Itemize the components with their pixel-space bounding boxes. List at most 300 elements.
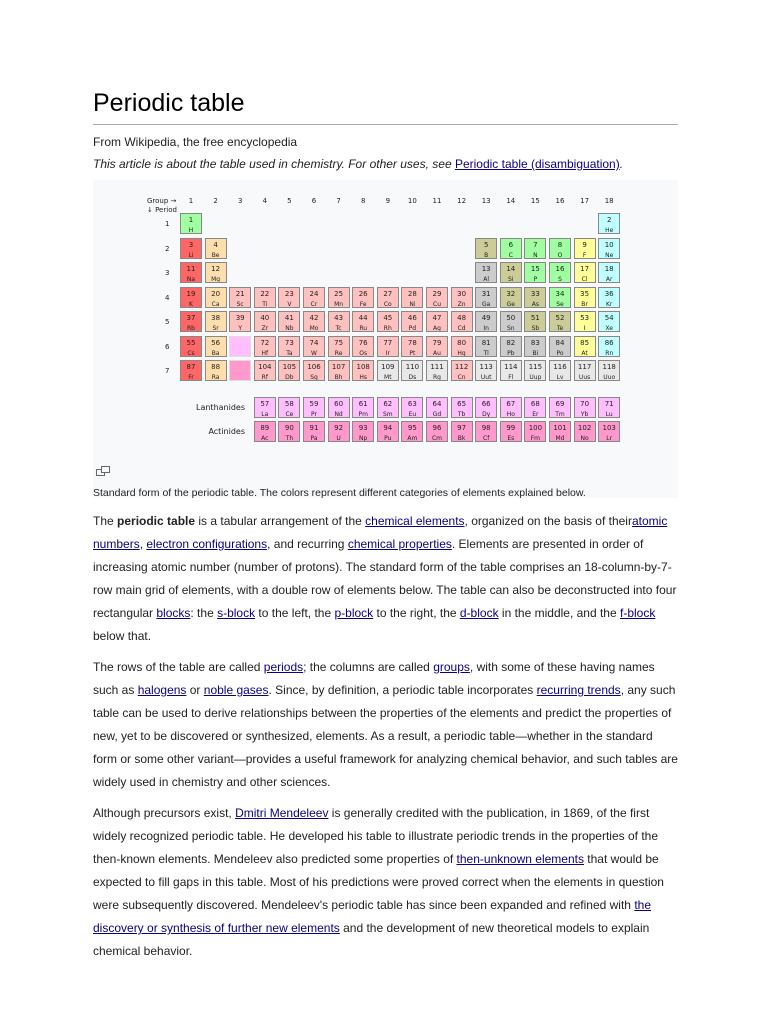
atomic-number: 4 <box>213 240 218 249</box>
element-cell-na[interactable] <box>180 262 202 283</box>
element-symbol: Uuo <box>603 374 616 381</box>
paragraph-text: and the development of new theoretical models to explain chemical behavior. <box>93 921 650 958</box>
atomic-number: 106 <box>307 363 321 371</box>
element-cell-lu[interactable] <box>598 397 620 418</box>
wiki-link[interactable]: then-unknown elements <box>456 852 584 866</box>
atomic-number: 67 <box>506 400 516 408</box>
element-cell-th[interactable] <box>278 421 300 442</box>
element-cell-uut[interactable] <box>475 360 497 381</box>
atomic-number: 23 <box>284 289 294 298</box>
atomic-number: 25 <box>334 289 344 298</box>
element-symbol: Ra <box>211 374 220 381</box>
wiki-link[interactable]: recurring trends <box>536 683 621 697</box>
atomic-number: 111 <box>430 363 444 371</box>
element-cell-es[interactable] <box>500 421 522 442</box>
element-symbol: U <box>336 435 341 442</box>
element-symbol: Ce <box>285 411 294 418</box>
element-symbol: He <box>605 227 614 234</box>
element-cell-la[interactable] <box>254 397 276 418</box>
atomic-number: 46 <box>407 314 417 322</box>
wiki-link[interactable]: halogens <box>137 683 187 697</box>
element-cell-dy[interactable] <box>475 397 497 418</box>
element-cell-zn[interactable] <box>451 287 473 308</box>
element-cell-fm[interactable] <box>524 421 546 442</box>
element-symbol: K <box>189 300 193 308</box>
element-symbol: Hs <box>359 374 367 381</box>
element-cell-hg[interactable] <box>451 336 473 357</box>
element-symbol: I <box>583 325 586 332</box>
element-cell-kr[interactable] <box>598 287 620 308</box>
atomic-number: 114 <box>504 363 518 371</box>
element-cell-ir[interactable] <box>377 336 399 357</box>
element-cell-w[interactable] <box>303 336 325 357</box>
element-placeholder-cell[interactable] <box>229 360 251 381</box>
atomic-number: 68 <box>530 400 540 408</box>
element-cell-fr[interactable] <box>180 360 202 381</box>
wiki-link[interactable]: atomic numbers <box>93 514 668 551</box>
atomic-number: 9 <box>582 240 587 249</box>
element-symbol: Rg <box>433 374 441 381</box>
element-symbol: Cm <box>431 435 443 442</box>
element-symbol: La <box>261 411 269 418</box>
element-symbol: Po <box>556 349 564 357</box>
paragraph-text: or <box>186 683 204 697</box>
element-cell-sc[interactable] <box>229 287 251 308</box>
element-cell-ho[interactable] <box>500 397 522 418</box>
element-cell-hf[interactable] <box>254 336 276 357</box>
group-number: 5 <box>287 197 292 205</box>
element-cell-li[interactable] <box>180 238 202 259</box>
element-symbol: Sm <box>382 411 393 418</box>
atomic-number: 17 <box>580 265 590 273</box>
period-number: 2 <box>165 244 170 253</box>
element-symbol: Cd <box>457 325 466 332</box>
wiki-link[interactable]: p-block <box>334 606 374 620</box>
element-symbol: Fm <box>530 435 541 442</box>
element-symbol: Sn <box>506 325 515 332</box>
element-cell-co[interactable] <box>377 287 399 308</box>
atomic-number: 1 <box>188 216 194 224</box>
element-cell-yb[interactable] <box>574 397 596 418</box>
group-number: 7 <box>336 197 341 205</box>
atomic-number: 81 <box>481 338 491 347</box>
element-symbol: Ne <box>605 251 614 259</box>
element-cell-ar[interactable] <box>598 262 620 283</box>
enlarge-icon[interactable] <box>96 466 110 476</box>
element-symbol: Tc <box>335 325 342 332</box>
atomic-number: 2 <box>606 216 612 224</box>
wiki-link[interactable]: Dmitri Mendeleev <box>235 806 329 820</box>
element-cell-eu[interactable] <box>401 397 423 418</box>
element-cell-pm[interactable] <box>352 397 374 418</box>
element-symbol: Lv <box>556 374 564 381</box>
element-symbol: Br <box>581 300 588 308</box>
atomic-number: 5 <box>483 240 489 249</box>
element-cell-ra[interactable] <box>205 360 227 381</box>
atomic-number: 76 <box>358 338 368 347</box>
element-symbol: Pm <box>358 411 368 418</box>
element-cell-cf[interactable] <box>475 421 497 442</box>
element-cell-sm[interactable] <box>377 397 399 418</box>
element-cell-ru[interactable] <box>352 311 374 332</box>
element-symbol: Ru <box>359 325 368 332</box>
element-symbol: Kr <box>605 300 613 308</box>
element-cell-mn[interactable] <box>328 287 350 308</box>
element-cell-ta[interactable] <box>278 336 300 357</box>
element-cell-ga[interactable] <box>475 287 497 308</box>
element-cell-f[interactable] <box>574 238 596 259</box>
atomic-number: 53 <box>580 314 590 322</box>
atomic-number: 33 <box>530 289 540 298</box>
element-symbol: Si <box>508 276 514 283</box>
element-symbol: Nd <box>334 411 343 418</box>
atomic-number: 27 <box>383 289 393 298</box>
wiki-link[interactable]: f-block <box>620 606 656 620</box>
element-symbol: Cs <box>187 349 195 357</box>
element-cell-cn[interactable] <box>451 360 473 381</box>
atomic-number: 96 <box>432 424 442 432</box>
element-cell-p[interactable] <box>524 262 546 283</box>
element-cell-cd[interactable] <box>451 311 473 332</box>
element-symbol: Ir <box>385 349 390 357</box>
element-symbol: No <box>580 435 589 442</box>
element-cell-cu[interactable] <box>426 287 448 308</box>
atomic-number: 38 <box>211 314 221 322</box>
element-symbol <box>230 363 250 364</box>
element-cell-c[interactable] <box>500 238 522 259</box>
element-symbol: Cr <box>310 300 318 308</box>
element-cell-s[interactable] <box>549 262 571 283</box>
paragraph-text: in the middle, and the <box>498 606 620 620</box>
paragraph-text: ; the columns are called <box>303 660 434 674</box>
element-cell-ni[interactable] <box>401 287 423 308</box>
element-symbol: Lu <box>605 411 613 418</box>
element-symbol: Mn <box>334 300 344 308</box>
element-cell-ds[interactable] <box>401 360 423 381</box>
group-number: 15 <box>530 197 540 205</box>
element-cell-ca[interactable] <box>205 287 227 308</box>
wiki-link[interactable]: noble gases <box>203 683 269 697</box>
atomic-number: 72 <box>260 338 270 347</box>
element-cell-gd[interactable] <box>426 397 448 418</box>
atomic-number: 99 <box>506 424 516 432</box>
element-cell-cs[interactable] <box>180 336 202 357</box>
element-cell-xe[interactable] <box>598 311 620 332</box>
page-subtitle: From Wikipedia, the free encyclopedia <box>93 135 298 149</box>
element-cell-mg[interactable] <box>205 262 227 283</box>
wiki-link[interactable]: s-block <box>217 606 256 620</box>
atomic-number: 12 <box>211 265 221 273</box>
element-cell-nd[interactable] <box>328 397 350 418</box>
atomic-number: 32 <box>506 289 516 298</box>
group-number: 10 <box>407 197 417 205</box>
atomic-number: 93 <box>358 424 368 432</box>
element-cell-hs[interactable] <box>352 360 374 381</box>
element-cell-db[interactable] <box>278 360 300 381</box>
element-cell-ce[interactable] <box>278 397 300 418</box>
element-cell-zr[interactable] <box>254 311 276 332</box>
atomic-number: 69 <box>555 400 565 408</box>
atomic-number: 61 <box>358 400 368 408</box>
group-number: 4 <box>262 197 268 205</box>
element-symbol: Mo <box>309 325 319 332</box>
element-cell-re[interactable] <box>328 336 350 357</box>
element-cell-pt[interactable] <box>401 336 423 357</box>
atomic-number: 90 <box>284 424 294 432</box>
element-symbol: Pa <box>310 435 318 442</box>
element-cell-rh[interactable] <box>377 311 399 332</box>
element-cell-au[interactable] <box>426 336 448 357</box>
hatnote-end: . <box>619 157 624 171</box>
element-cell-uus[interactable] <box>574 360 596 381</box>
element-cell-te[interactable] <box>549 311 571 332</box>
element-cell-br[interactable] <box>574 287 596 308</box>
paragraph <box>93 510 678 648</box>
element-symbol: Fr <box>188 374 194 381</box>
atomic-number: 8 <box>557 240 563 249</box>
element-cell-pr[interactable] <box>303 397 325 418</box>
element-cell-sr[interactable] <box>205 311 227 332</box>
element-cell-v[interactable] <box>278 287 300 308</box>
wiki-link[interactable]: periods <box>263 660 304 674</box>
atomic-number: 70 <box>580 400 590 408</box>
element-symbol: Ti <box>262 300 268 308</box>
element-symbol: H <box>188 227 194 234</box>
element-cell-mo[interactable] <box>303 311 325 332</box>
atomic-number: 41 <box>284 314 294 322</box>
element-cell-ne[interactable] <box>598 238 620 259</box>
element-cell-pu[interactable] <box>377 421 399 442</box>
element-cell-fe[interactable] <box>352 287 374 308</box>
atomic-number: 75 <box>334 338 344 347</box>
article <box>93 88 678 971</box>
element-cell-bk[interactable] <box>451 421 473 442</box>
element-cell-cm[interactable] <box>426 421 448 442</box>
element-cell-po[interactable] <box>549 336 571 357</box>
element-cell-fl[interactable] <box>500 360 522 381</box>
element-symbol: Fe <box>359 300 367 308</box>
disambiguation-link[interactable]: Periodic table (disambiguation) <box>454 157 620 171</box>
atomic-number: 18 <box>604 265 614 273</box>
period-number: 3 <box>165 269 170 277</box>
element-cell-y[interactable] <box>229 311 251 332</box>
wiki-link[interactable]: groups <box>433 660 470 674</box>
paragraph-text: is generally credited with the publication, in 1869, of the first widely recognized periodic table. He developed his table to illustrate periodic trends in the properties of the then-known elements. Mendeleev also predicted some properties of <box>93 806 658 866</box>
element-symbol: Ca <box>211 300 220 308</box>
element-cell-ge[interactable] <box>500 287 522 308</box>
period-axis-label: ↓ Period <box>147 206 177 214</box>
element-symbol: Na <box>186 276 196 283</box>
element-cell-pd[interactable] <box>401 311 423 332</box>
element-cell-tm[interactable] <box>549 397 571 418</box>
element-symbol: Zn <box>457 300 466 308</box>
atomic-number: 64 <box>432 400 442 408</box>
element-cell-in[interactable] <box>475 311 497 332</box>
element-symbol: Xe <box>605 325 613 332</box>
group-number: 14 <box>506 197 516 205</box>
wiki-link[interactable]: electron configurations <box>146 537 268 551</box>
atomic-number: 34 <box>555 289 565 298</box>
element-cell-pb[interactable] <box>500 336 522 357</box>
element-cell-bi[interactable] <box>524 336 546 357</box>
element-symbol: Pt <box>409 349 416 357</box>
element-symbol: Au <box>433 349 441 357</box>
element-cell-al[interactable] <box>475 262 497 283</box>
element-cell-lr[interactable] <box>598 421 620 442</box>
element-symbol: B <box>484 251 489 259</box>
element-cell-cl[interactable] <box>574 262 596 283</box>
element-cell-o[interactable] <box>549 238 571 259</box>
element-symbol: Bh <box>334 374 343 381</box>
atomic-number: 56 <box>211 338 221 347</box>
element-cell-rn[interactable] <box>598 336 620 357</box>
element-symbol: Uup <box>529 374 542 381</box>
wiki-link[interactable]: the discovery or synthesis of further new elements <box>93 898 651 935</box>
element-symbol: Dy <box>482 411 491 418</box>
element-symbol: Ga <box>482 300 491 308</box>
element-cell-n[interactable] <box>524 238 546 259</box>
atomic-number: 118 <box>602 363 616 371</box>
element-cell-ti[interactable] <box>254 287 276 308</box>
atomic-number: 36 <box>604 289 614 298</box>
element-symbol: Ar <box>605 276 613 283</box>
element-symbol: Ba <box>211 349 220 357</box>
element-cell-be[interactable] <box>205 238 227 259</box>
element-cell-np[interactable] <box>352 421 374 442</box>
element-cell-tl[interactable] <box>475 336 497 357</box>
atomic-number: 89 <box>260 424 270 432</box>
atomic-number: 16 <box>555 265 565 273</box>
element-cell-si[interactable] <box>500 262 522 283</box>
group-number: 9 <box>385 197 391 205</box>
element-cell-er[interactable] <box>524 397 546 418</box>
element-cell-rf[interactable] <box>254 360 276 381</box>
atomic-number: 19 <box>186 289 196 298</box>
atomic-number: 29 <box>432 289 442 298</box>
paragraph-text: : the <box>190 606 218 620</box>
element-cell-lv[interactable] <box>549 360 571 381</box>
atomic-number: 26 <box>358 289 368 298</box>
element-symbol: Md <box>555 435 565 442</box>
element-symbol: Mt <box>384 374 392 381</box>
element-cell-rg[interactable] <box>426 360 448 381</box>
atomic-number: 102 <box>577 424 592 432</box>
element-symbol: Bi <box>532 349 539 357</box>
wiki-link[interactable]: chemical elements <box>365 514 465 528</box>
element-symbol: Se <box>556 300 564 308</box>
element-symbol: Li <box>188 251 194 259</box>
element-cell-sb[interactable] <box>524 311 546 332</box>
atomic-number: 50 <box>506 314 516 322</box>
element-symbol: V <box>287 300 292 308</box>
group-number: 8 <box>360 197 366 205</box>
element-cell-ac[interactable] <box>254 421 276 442</box>
atomic-number: 95 <box>407 424 417 432</box>
element-cell-uuo[interactable] <box>598 360 620 381</box>
element-cell-se[interactable] <box>549 287 571 308</box>
element-cell-bh[interactable] <box>328 360 350 381</box>
atomic-number: 48 <box>457 314 467 322</box>
element-symbol: S <box>558 276 562 283</box>
wiki-link[interactable]: blocks <box>156 606 191 620</box>
element-cell-tb[interactable] <box>451 397 473 418</box>
atomic-number: 82 <box>506 338 516 347</box>
element-symbol: P <box>533 276 538 283</box>
lanthanides-label: Lanthanides <box>196 403 245 412</box>
atomic-number: 80 <box>457 338 467 347</box>
element-cell-as[interactable] <box>524 287 546 308</box>
element-cell-at[interactable] <box>574 336 596 357</box>
element-cell-h[interactable] <box>180 213 202 234</box>
element-cell-md[interactable] <box>549 421 571 442</box>
atomic-number: 107 <box>331 363 346 371</box>
element-cell-tc[interactable] <box>328 311 350 332</box>
element-symbol: Pd <box>408 325 417 332</box>
atomic-number: 91 <box>309 424 319 432</box>
atomic-number: 49 <box>481 314 491 322</box>
atomic-number: 85 <box>580 338 590 347</box>
element-cell-uup[interactable] <box>524 360 546 381</box>
element-cell-mt[interactable] <box>377 360 399 381</box>
element-symbol: Tb <box>457 411 466 418</box>
element-cell-ba[interactable] <box>205 336 227 357</box>
element-symbol: Sg <box>310 374 318 381</box>
element-cell-sg[interactable] <box>303 360 325 381</box>
atomic-number: 73 <box>284 338 294 347</box>
atomic-number: 39 <box>235 314 245 322</box>
atomic-number: 6 <box>508 240 514 249</box>
element-symbol: Ta <box>286 349 293 357</box>
atomic-number: 13 <box>481 265 491 273</box>
element-cell-rb[interactable] <box>180 311 202 332</box>
element-cell-sn[interactable] <box>500 311 522 332</box>
element-cell-k[interactable] <box>180 287 202 308</box>
element-symbol: Tl <box>483 349 489 357</box>
atomic-number: 108 <box>356 363 370 371</box>
element-placeholder-cell[interactable] <box>229 336 251 357</box>
element-symbol: Cl <box>581 276 588 283</box>
element-cell-he[interactable] <box>598 213 620 234</box>
element-symbol: Er <box>532 411 539 418</box>
element-cell-nb[interactable] <box>278 311 300 332</box>
element-cell-ag[interactable] <box>426 311 448 332</box>
paragraph-text: is a tabular arrangement of the <box>195 514 366 528</box>
group-number: 3 <box>237 197 243 205</box>
element-symbol: At <box>581 349 588 357</box>
element-cell-b[interactable] <box>475 238 497 259</box>
atomic-number: 117 <box>577 363 592 371</box>
atomic-number: 22 <box>260 289 270 298</box>
element-cell-pa[interactable] <box>303 421 325 442</box>
element-cell-os[interactable] <box>352 336 374 357</box>
atomic-number: 83 <box>530 338 540 347</box>
period-number: 1 <box>165 220 170 228</box>
paragraph-text: to the left, the <box>255 606 335 620</box>
wiki-link[interactable]: chemical properties <box>347 537 452 551</box>
atomic-number: 11 <box>186 265 196 273</box>
atomic-number: 52 <box>555 314 565 322</box>
element-cell-i[interactable] <box>574 311 596 332</box>
element-cell-am[interactable] <box>401 421 423 442</box>
wiki-link[interactable]: d-block <box>459 606 499 620</box>
element-cell-cr[interactable] <box>303 287 325 308</box>
atomic-number: 109 <box>381 363 395 371</box>
element-cell-no[interactable] <box>574 421 596 442</box>
element-symbol: Sb <box>531 325 540 332</box>
atomic-number: 10 <box>604 240 614 249</box>
element-cell-u[interactable] <box>328 421 350 442</box>
atomic-number: 94 <box>383 424 393 432</box>
